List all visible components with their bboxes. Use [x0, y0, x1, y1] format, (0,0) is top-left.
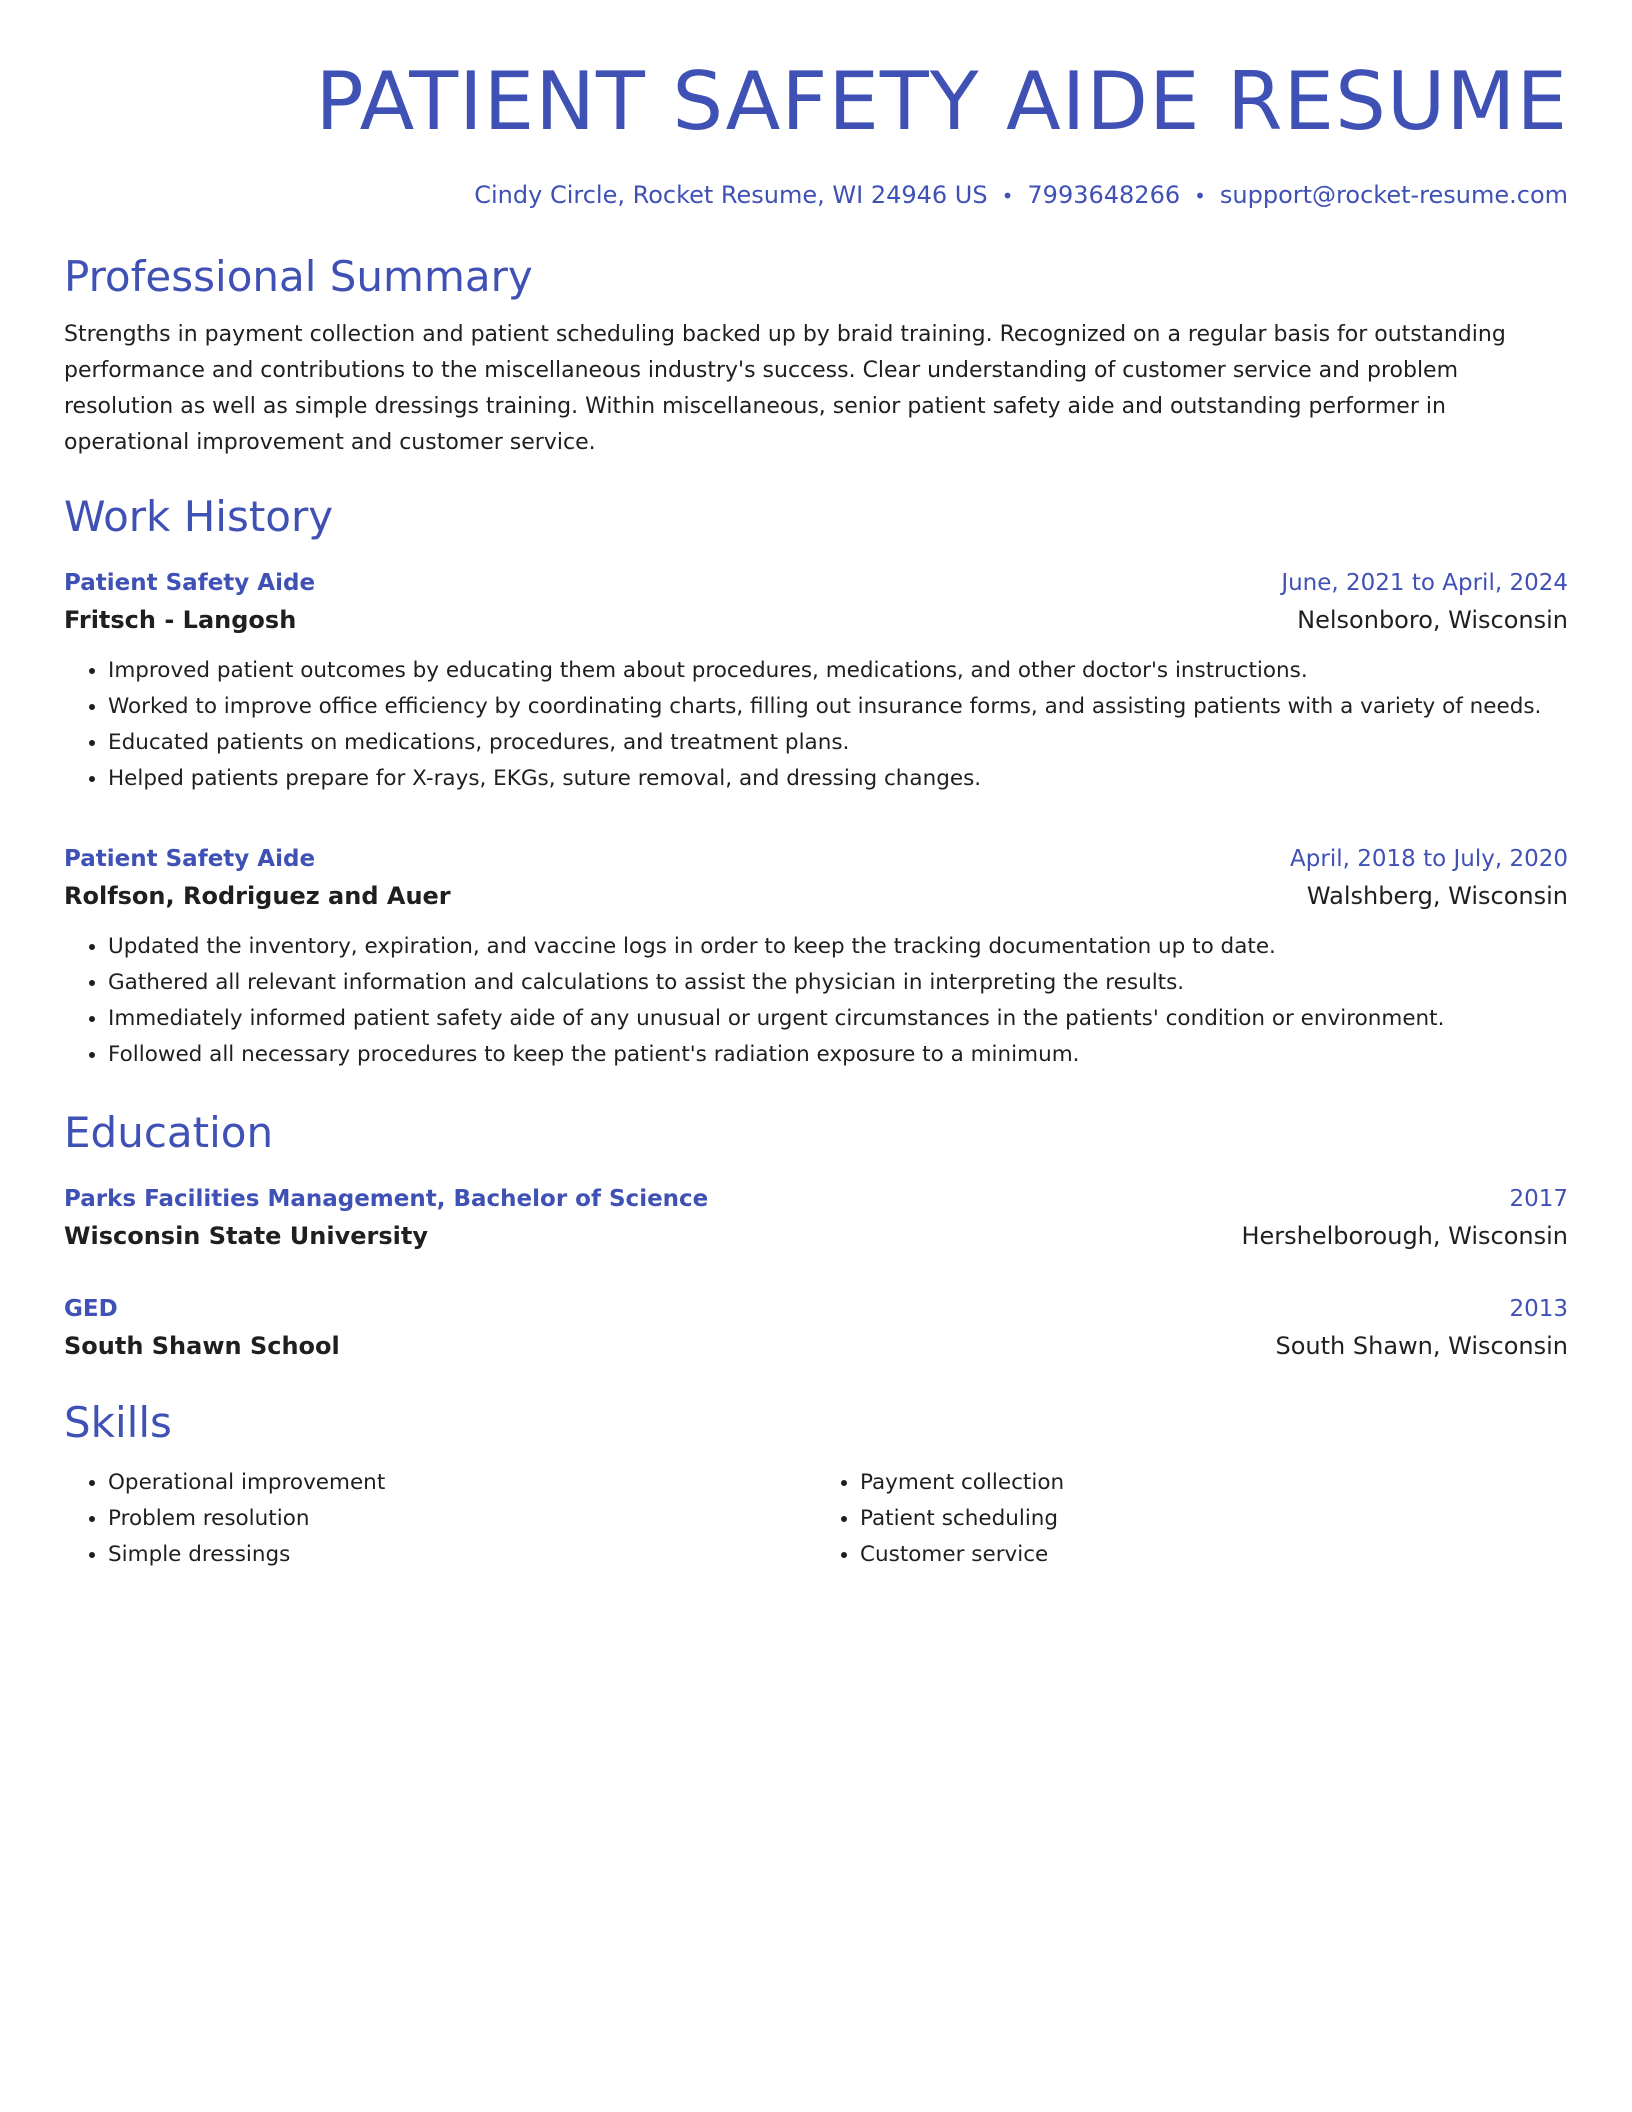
job-bullets	[64, 929, 1568, 1073]
skill-item: • Simple dressings	[108, 1537, 816, 1573]
school-name: South Shawn School	[64, 1332, 340, 1360]
job-bullet: • Educated patients on medications, procedures, and treatment plans.	[108, 725, 1568, 761]
job-bullet: • Worked to improve office efficiency by coordinating charts, filling out insurance forms, and assisting patients with a variety of needs.	[108, 689, 1568, 725]
school-location: South Shawn, Wisconsin	[1275, 1332, 1568, 1360]
summary-text: Strengths in payment collection and patient scheduling backed up by braid training. Recognized on a regular basis for outstanding performance and contributions to the miscellaneous industry's success. Clear understanding of customer service and problem resolution as well as simple dressings training. Within miscellaneous, senior patient safety aide and outstanding performer in operational improvement and customer service.	[64, 322, 1506, 455]
degree-name: Parks Facilities Management, Bachelor of Science	[64, 1186, 709, 1212]
job-role: Patient Safety Aide	[64, 570, 316, 596]
job-role: Patient Safety Aide	[64, 846, 316, 872]
school-location: Hershelborough, Wisconsin	[1241, 1222, 1568, 1250]
degree-name: GED	[64, 1296, 118, 1322]
email-text: support@rocket-resume.com	[1219, 181, 1568, 209]
job-company: Rolfson, Rodriguez and Auer	[64, 882, 451, 910]
job-bullet: • Immediately informed patient safety aide of any unusual or urgent circumstances in the patients' condition or environment.	[108, 1001, 1568, 1037]
resume-title: PATIENT SAFETY AIDE RESUME	[315, 55, 1568, 148]
skill-item: • Patient scheduling	[860, 1501, 1568, 1537]
skill-item: • Payment collection	[860, 1465, 1568, 1501]
job-entry	[64, 565, 1568, 797]
job-dates: April, 2018 to July, 2020	[1290, 846, 1568, 872]
job-entry	[64, 841, 1568, 1073]
school-name: Wisconsin State University	[64, 1222, 428, 1250]
job-bullet: • Updated the inventory, expiration, and vaccine logs in order to keep the tracking documentation up to date.	[108, 929, 1568, 965]
job-location: Nelsonboro, Wisconsin	[1297, 606, 1568, 634]
skills-column-left	[64, 1465, 816, 1573]
job-bullets	[64, 653, 1568, 797]
skills-heading: Skills	[64, 1398, 172, 1447]
education-entry	[64, 1181, 1568, 1255]
job-location: Walshberg, Wisconsin	[1306, 882, 1568, 910]
skill-item: • Problem resolution	[108, 1501, 816, 1537]
separator-dot: •	[1001, 184, 1014, 208]
job-bullet: • Helped patients prepare for X-rays, EKGs, suture removal, and dressing changes.	[108, 761, 1568, 797]
work-history-heading: Work History	[64, 492, 334, 541]
address-text: Cindy Circle, Rocket Resume, WI 24946 US	[474, 181, 988, 209]
separator-dot: •	[1194, 184, 1206, 208]
job-dates: June, 2021 to April, 2024	[1281, 570, 1568, 596]
summary-heading: Professional Summary	[64, 252, 533, 301]
graduation-year: 2017	[1509, 1186, 1568, 1212]
education-entry	[64, 1291, 1568, 1365]
education-heading: Education	[64, 1108, 274, 1157]
skills-column-right	[816, 1465, 1568, 1573]
job-company: Fritsch - Langosh	[64, 606, 297, 634]
job-bullet: • Followed all necessary procedures to keep the patient's radiation exposure to a minimum.	[108, 1037, 1568, 1073]
skill-item: • Operational improvement	[108, 1465, 816, 1501]
job-bullet: • Improved patient outcomes by educating them about procedures, medications, and other doctor's instructions.	[108, 653, 1568, 689]
contact-line	[64, 180, 1568, 211]
phone-text: 7993648266	[1027, 181, 1181, 209]
job-bullet: • Gathered all relevant information and calculations to assist the physician in interpreting the results.	[108, 965, 1568, 1001]
skills-list	[64, 1465, 1568, 1573]
skill-item: • Customer service	[860, 1537, 1568, 1573]
graduation-year: 2013	[1509, 1296, 1568, 1322]
